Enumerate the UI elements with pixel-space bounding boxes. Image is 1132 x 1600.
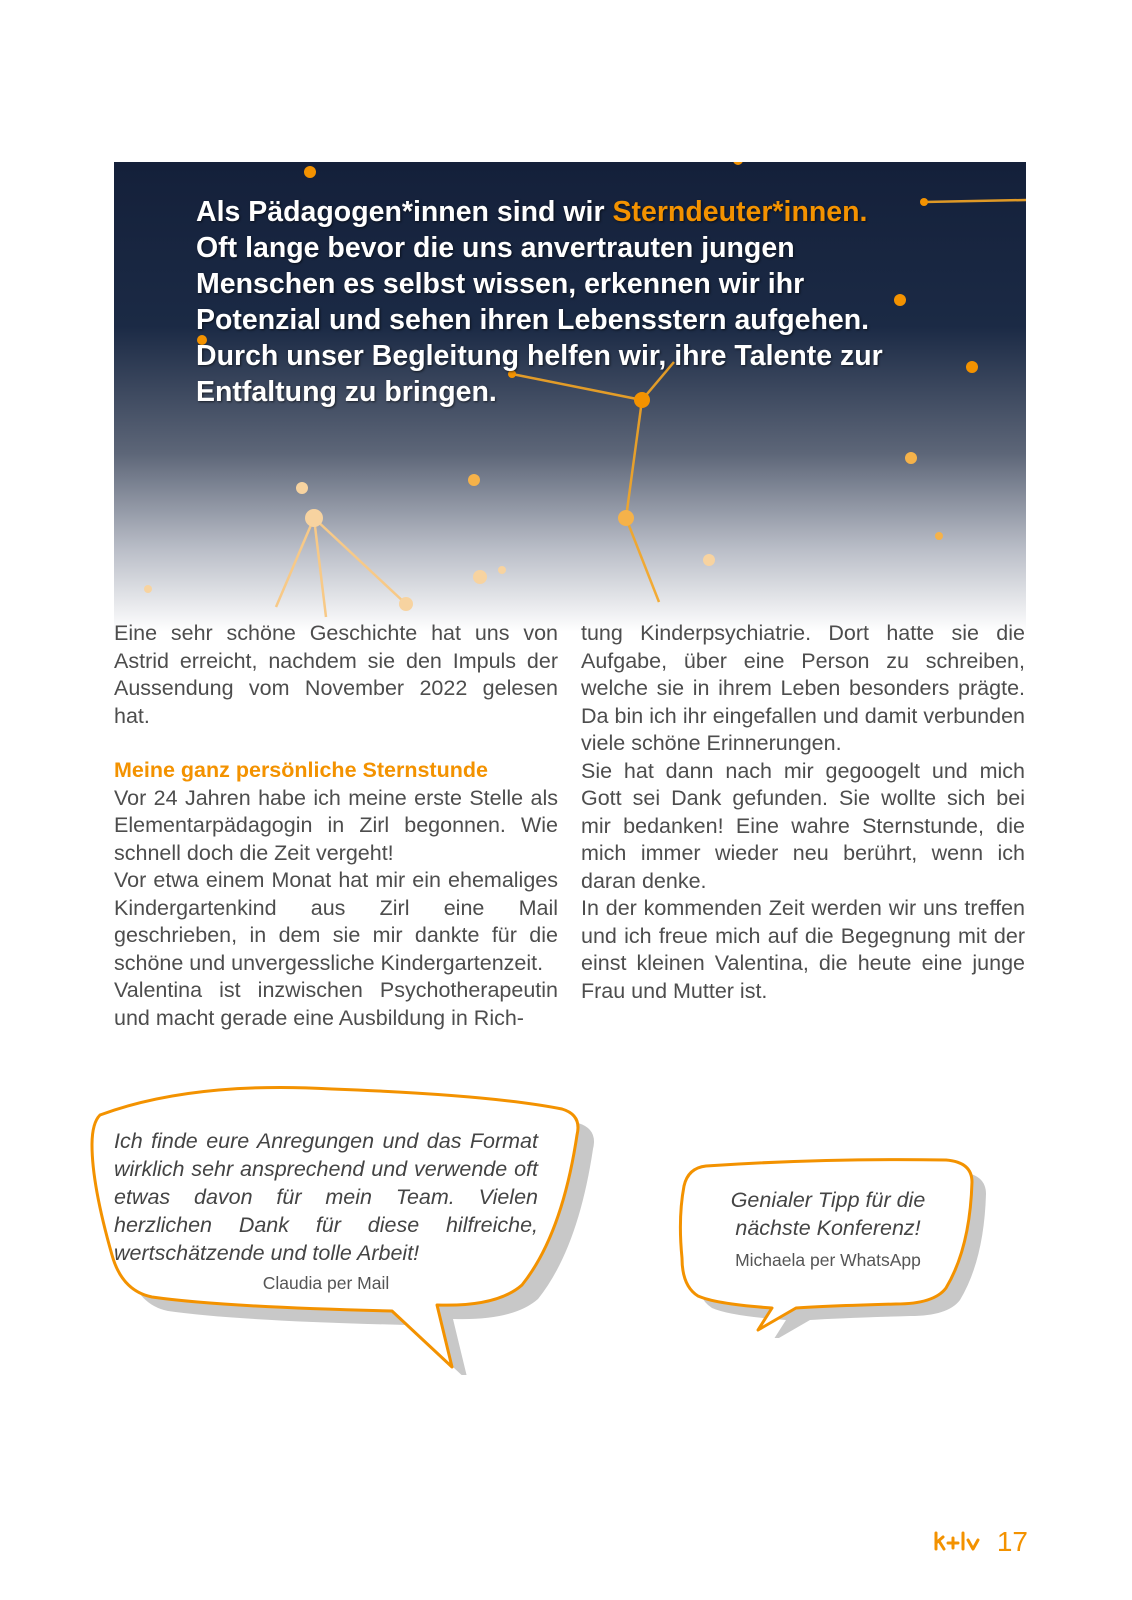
article-intro: Eine sehr schöne Geschichte hat uns von Astrid erreicht, nachdem sie den Impuls der Aussendung vom November 2022 gelesen hat. xyxy=(114,621,558,728)
page-number: 17 xyxy=(996,1526,1028,1557)
article-paragraph: Vor 24 Jahren habe ich meine erste Stelle als Elementarpädagogin in Zirl begonnen. Wie schnell doch die Zeit vergeht! xyxy=(114,785,558,865)
feedback-text xyxy=(114,1127,538,1297)
hero-banner xyxy=(114,162,1026,632)
feedback-bubble-michaela xyxy=(676,1158,1006,1338)
feedback-bubble-claudia xyxy=(72,1085,602,1375)
feedback-quote: Genialer Tipp für die nächste Konferenz! xyxy=(730,1188,926,1240)
article-column-left xyxy=(114,620,558,1032)
klv-logo xyxy=(933,1531,983,1553)
article-paragraph: Sie hat dann nach mir gegoogelt und mich Gott sei Dank gefunden. Sie wollte sich bei mir bedanken! Eine wahre Sternstunde, die mich immer wieder neu berührt, wenn ich daran denke. xyxy=(581,758,1025,893)
hero-quote-line: Oft lange bevor die uns anvertrauten jungen xyxy=(196,232,795,264)
feedback-author: Michaela per WhatsApp xyxy=(735,1250,921,1270)
feedback-author: Claudia per Mail xyxy=(262,1273,390,1293)
hero-quote xyxy=(196,194,936,410)
hero-quote-line: Menschen es selbst wissen, erkennen wir ihr xyxy=(196,268,805,300)
article-paragraph: In der kommenden Zeit werden wir uns treffen und ich freue mich auf die Begegnung mit der einst kleinen Valentina, die heute eine junge Frau und Mutter ist. xyxy=(581,896,1025,1003)
hero-quote-line: Entfaltung zu bringen. xyxy=(196,376,497,408)
feedback-quote: Ich finde eure Anregungen und das Format wirklich sehr ansprechend und verwende oft etwas davon für mein Team. Vielen herzlichen Dank für diese hilfreiche, wertschätzende und tolle Arbeit! xyxy=(114,1129,538,1265)
page-footer xyxy=(933,1522,1028,1562)
hero-quote-line: Durch unser Begleitung helfen wir, ihre Talente zur xyxy=(196,340,883,372)
article-paragraph: tung Kinderpsychiatrie. Dort hatte sie die Aufgabe, über eine Person zu schreiben, welche sie in ihrem Leben besonders prägte. Da bin ich ihr eingefallen und damit verbunden viele schöne Erinnerungen. xyxy=(581,621,1025,755)
article-paragraph: Vor etwa einem Monat hat mir ein ehemaliges Kindergartenkind aus Zirl eine Mail geschrieben, in dem sie mir dankte für die schöne und unvergessliche Kindergartenzeit. xyxy=(114,868,558,975)
hero-quote-line: Potenzial und sehen ihren Lebensstern aufgehen. xyxy=(196,304,870,336)
hero-quote-line: Als Pädagogen*innen sind wir xyxy=(196,196,613,228)
article-column-right xyxy=(581,620,1025,1005)
article-paragraph: Valentina ist inzwischen Psychotherapeutin und macht gerade eine Ausbildung in Rich- xyxy=(114,978,558,1030)
feedback-text xyxy=(704,1186,952,1274)
article-subheading: Meine ganz persönliche Sternstunde xyxy=(114,758,488,782)
hero-quote-highlight: Sterndeuter*innen. xyxy=(612,196,868,228)
article-body xyxy=(114,620,1026,1040)
